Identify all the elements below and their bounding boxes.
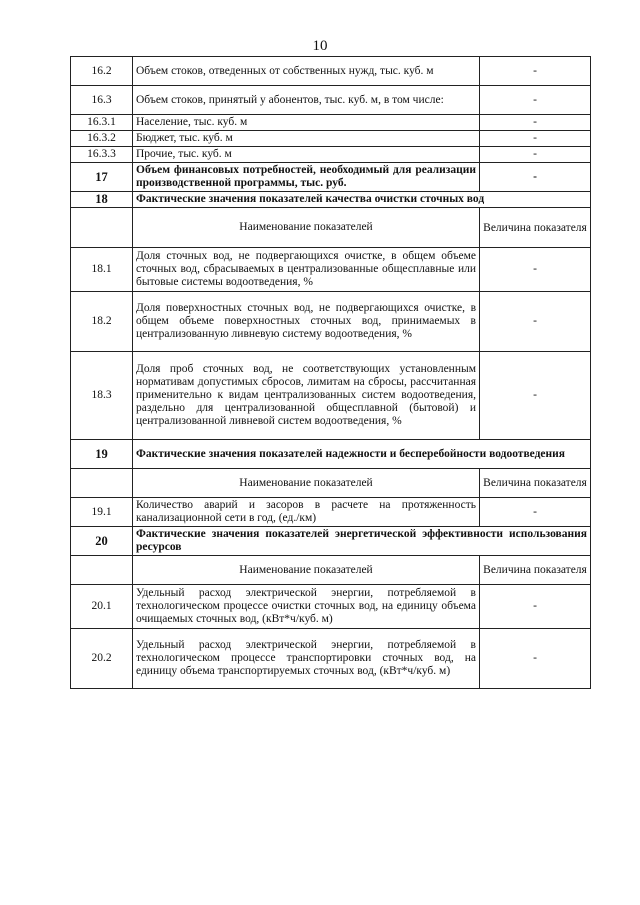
section-row: [71, 192, 591, 208]
row-indicator-name: Количество аварий и засоров в расчете на протяженность канализационной сети в год, (ед./км): [133, 498, 480, 527]
indicators-table-body: [71, 57, 591, 689]
row-number: 16.3.2: [71, 131, 133, 147]
row-number: 18.2: [71, 292, 133, 352]
table-row: [71, 131, 591, 147]
header-indicator-value: Величина показателя: [480, 556, 591, 585]
table-row: [71, 248, 591, 292]
header-empty-cell: [71, 208, 133, 248]
row-number: 16.3.3: [71, 147, 133, 163]
table-row: [71, 498, 591, 527]
row-indicator-name: Объем стоков, принятый у абонентов, тыс. куб. м, в том числе:: [133, 86, 480, 115]
row-indicator-value: -: [480, 57, 591, 86]
section-title: Фактические значения показателей энергетической эффективности использования ресурсов: [133, 527, 591, 556]
row-indicator-name: Доля сточных вод, не подвергающихся очистке, в общем объеме сточных вод, сбрасываемых в централизованные общесплавные или бытовые системы водоотведения, %: [133, 248, 480, 292]
table-row: [71, 292, 591, 352]
section-title: Фактические значения показателей надежности и бесперебойности водоотведения: [133, 440, 591, 469]
column-header-row: [71, 208, 591, 248]
section-title: Фактические значения показателей качества очистки сточных вод: [133, 192, 591, 208]
table-row: [71, 629, 591, 689]
row-number: 20.2: [71, 629, 133, 689]
table-row: [71, 86, 591, 115]
section-number: 18: [71, 192, 133, 208]
section-row: [71, 440, 591, 469]
row-indicator-name: Бюджет, тыс. куб. м: [133, 131, 480, 147]
row-number: 17: [71, 163, 133, 192]
table-row: [71, 585, 591, 629]
row-indicator-name: Объем финансовых потребностей, необходимый для реализации производственной программы, тыс. руб.: [133, 163, 480, 192]
row-number: 18.1: [71, 248, 133, 292]
row-indicator-value: -: [480, 131, 591, 147]
row-indicator-value: -: [480, 292, 591, 352]
row-indicator-value: -: [480, 86, 591, 115]
header-empty-cell: [71, 556, 133, 585]
indicators-table: [70, 56, 591, 689]
header-indicator-name: Наименование показателей: [133, 208, 480, 248]
row-number: 16.3.1: [71, 115, 133, 131]
section-number: 20: [71, 527, 133, 556]
header-indicator-value: Величина показателя: [480, 208, 591, 248]
section-row: [71, 527, 591, 556]
table-row: [71, 115, 591, 131]
row-indicator-value: -: [480, 163, 591, 192]
row-indicator-value: -: [480, 248, 591, 292]
row-indicator-value: -: [480, 629, 591, 689]
row-number: 19.1: [71, 498, 133, 527]
row-indicator-name: Объем стоков, отведенных от собственных нужд, тыс. куб. м: [133, 57, 480, 86]
row-number: 18.3: [71, 352, 133, 440]
table-row: [71, 352, 591, 440]
table-row: [71, 147, 591, 163]
row-indicator-name: Доля поверхностных сточных вод, не подвергающихся очистке, в общем объеме поверхностных сточных вод, принимаемых в централизованную ливневую систему водоотведения, %: [133, 292, 480, 352]
row-number: 16.3: [71, 86, 133, 115]
row-indicator-value: -: [480, 498, 591, 527]
header-indicator-name: Наименование показателей: [133, 556, 480, 585]
row-indicator-value: -: [480, 147, 591, 163]
row-indicator-name: Население, тыс. куб. м: [133, 115, 480, 131]
row-indicator-name: Доля проб сточных вод, не соответствующих установленным нормативам допустимых сбросов, лимитам на сбросы, рассчитанная применительно к видам централизованных систем водоотведения, раздельно для централизованной общесплавной (бытовой) и централизованной ливневой систем водоотведения, %: [133, 352, 480, 440]
row-indicator-value: -: [480, 352, 591, 440]
header-indicator-name: Наименование показателей: [133, 469, 480, 498]
row-indicator-value: -: [480, 585, 591, 629]
row-indicator-value: -: [480, 115, 591, 131]
row-number: 20.1: [71, 585, 133, 629]
header-indicator-value: Величина показателя: [480, 469, 591, 498]
table-row: [71, 163, 591, 192]
row-number: 16.2: [71, 57, 133, 86]
row-indicator-name: Удельный расход электрической энергии, потребляемой в технологическом процессе очистки сточных вод, на единицу объема очищаемых сточных вод, (кВт*ч/куб. м): [133, 585, 480, 629]
page-number: 10: [312, 38, 328, 54]
column-header-row: [71, 469, 591, 498]
row-indicator-name: Удельный расход электрической энергии, потребляемой в технологическом процессе транспортировки сточных вод, на единицу объема транспортируемых сточных вод, (кВт*ч/куб. м): [133, 629, 480, 689]
section-number: 19: [71, 440, 133, 469]
column-header-row: [71, 556, 591, 585]
header-empty-cell: [71, 469, 133, 498]
table-row: [71, 57, 591, 86]
row-indicator-name: Прочие, тыс. куб. м: [133, 147, 480, 163]
